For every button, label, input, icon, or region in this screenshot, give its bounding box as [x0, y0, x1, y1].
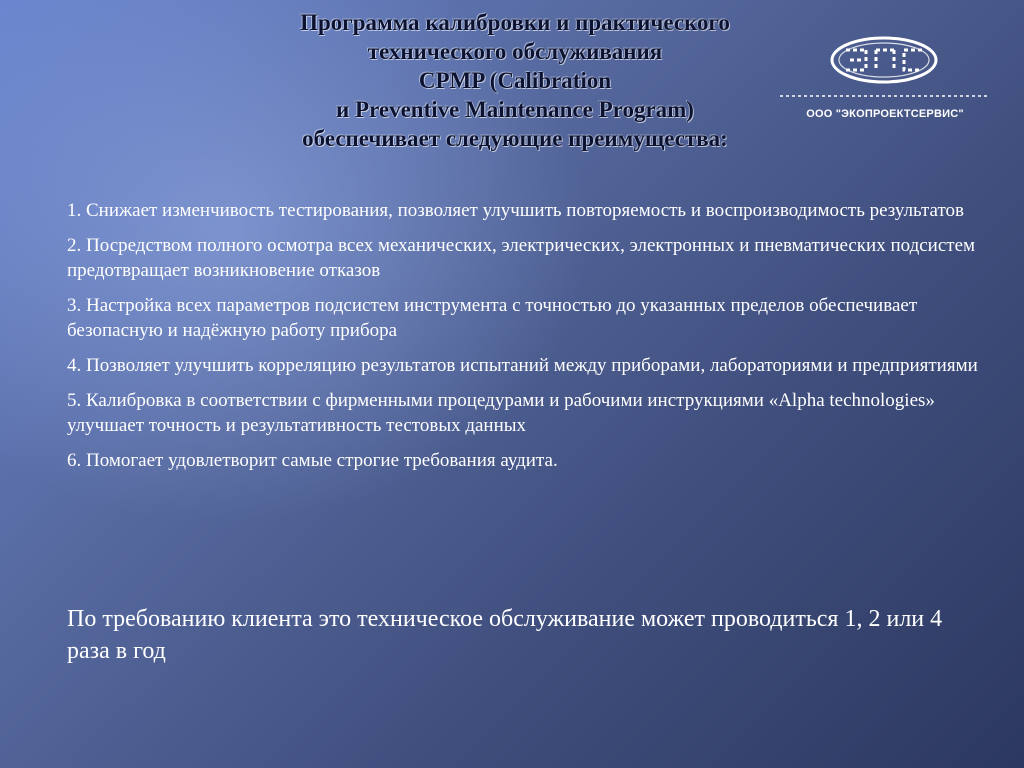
company-name: ООО "ЭКОПРОЕКТСЕРВИС"	[806, 108, 964, 120]
maintenance-frequency-note: По требованию клиента это техническое обслуживание может проводиться 1, 2 или 4 раза в год	[67, 606, 943, 664]
benefits-list	[67, 198, 987, 483]
company-logo	[780, 30, 990, 130]
list-item: 5. Калибровка в соответствии с фирменными процедурами и рабочими инструкциями «Alpha technologies» улучшает точность и результативность тестовых данных	[67, 390, 935, 436]
logo-letter-2: П	[885, 65, 886, 66]
title-line-2: технического обслуживания	[367, 39, 663, 64]
list-item: 6. Помогает удовлетворит самые строгие требования аудита.	[67, 450, 558, 471]
slide-title	[200, 8, 830, 153]
title-line-4: и Preventive Maintenance Program)	[336, 97, 694, 122]
list-item: 1. Снижает изменчивость тестирования, позволяет улучшить повторяемость и воспроизводимость результатов	[67, 200, 964, 221]
logo-letter-3: С	[906, 65, 907, 66]
logo-letter-1: Э	[864, 65, 865, 66]
list-item: 3. Настройка всех параметров подсистем инструмента с точностью до указанных пределов обеспечивает безопасную и надёжную работу прибора	[67, 295, 918, 341]
list-item: 2. Посредством полного осмотра всех механических, электрических, электронных и пневматических подсистем предотвращает возникновение отказов	[67, 235, 976, 281]
logo-emblem-icon	[780, 30, 990, 108]
list-item: 4. Позволяет улучшить корреляцию результатов испытаний между приборами, лабораториями и предприятиями	[67, 355, 978, 376]
title-line-3: CPMP (Calibration	[418, 68, 612, 93]
title-line-5: обеспечивает следующие преимущества:	[302, 126, 728, 151]
title-line-1: Программа калибровки и практического	[300, 10, 730, 35]
